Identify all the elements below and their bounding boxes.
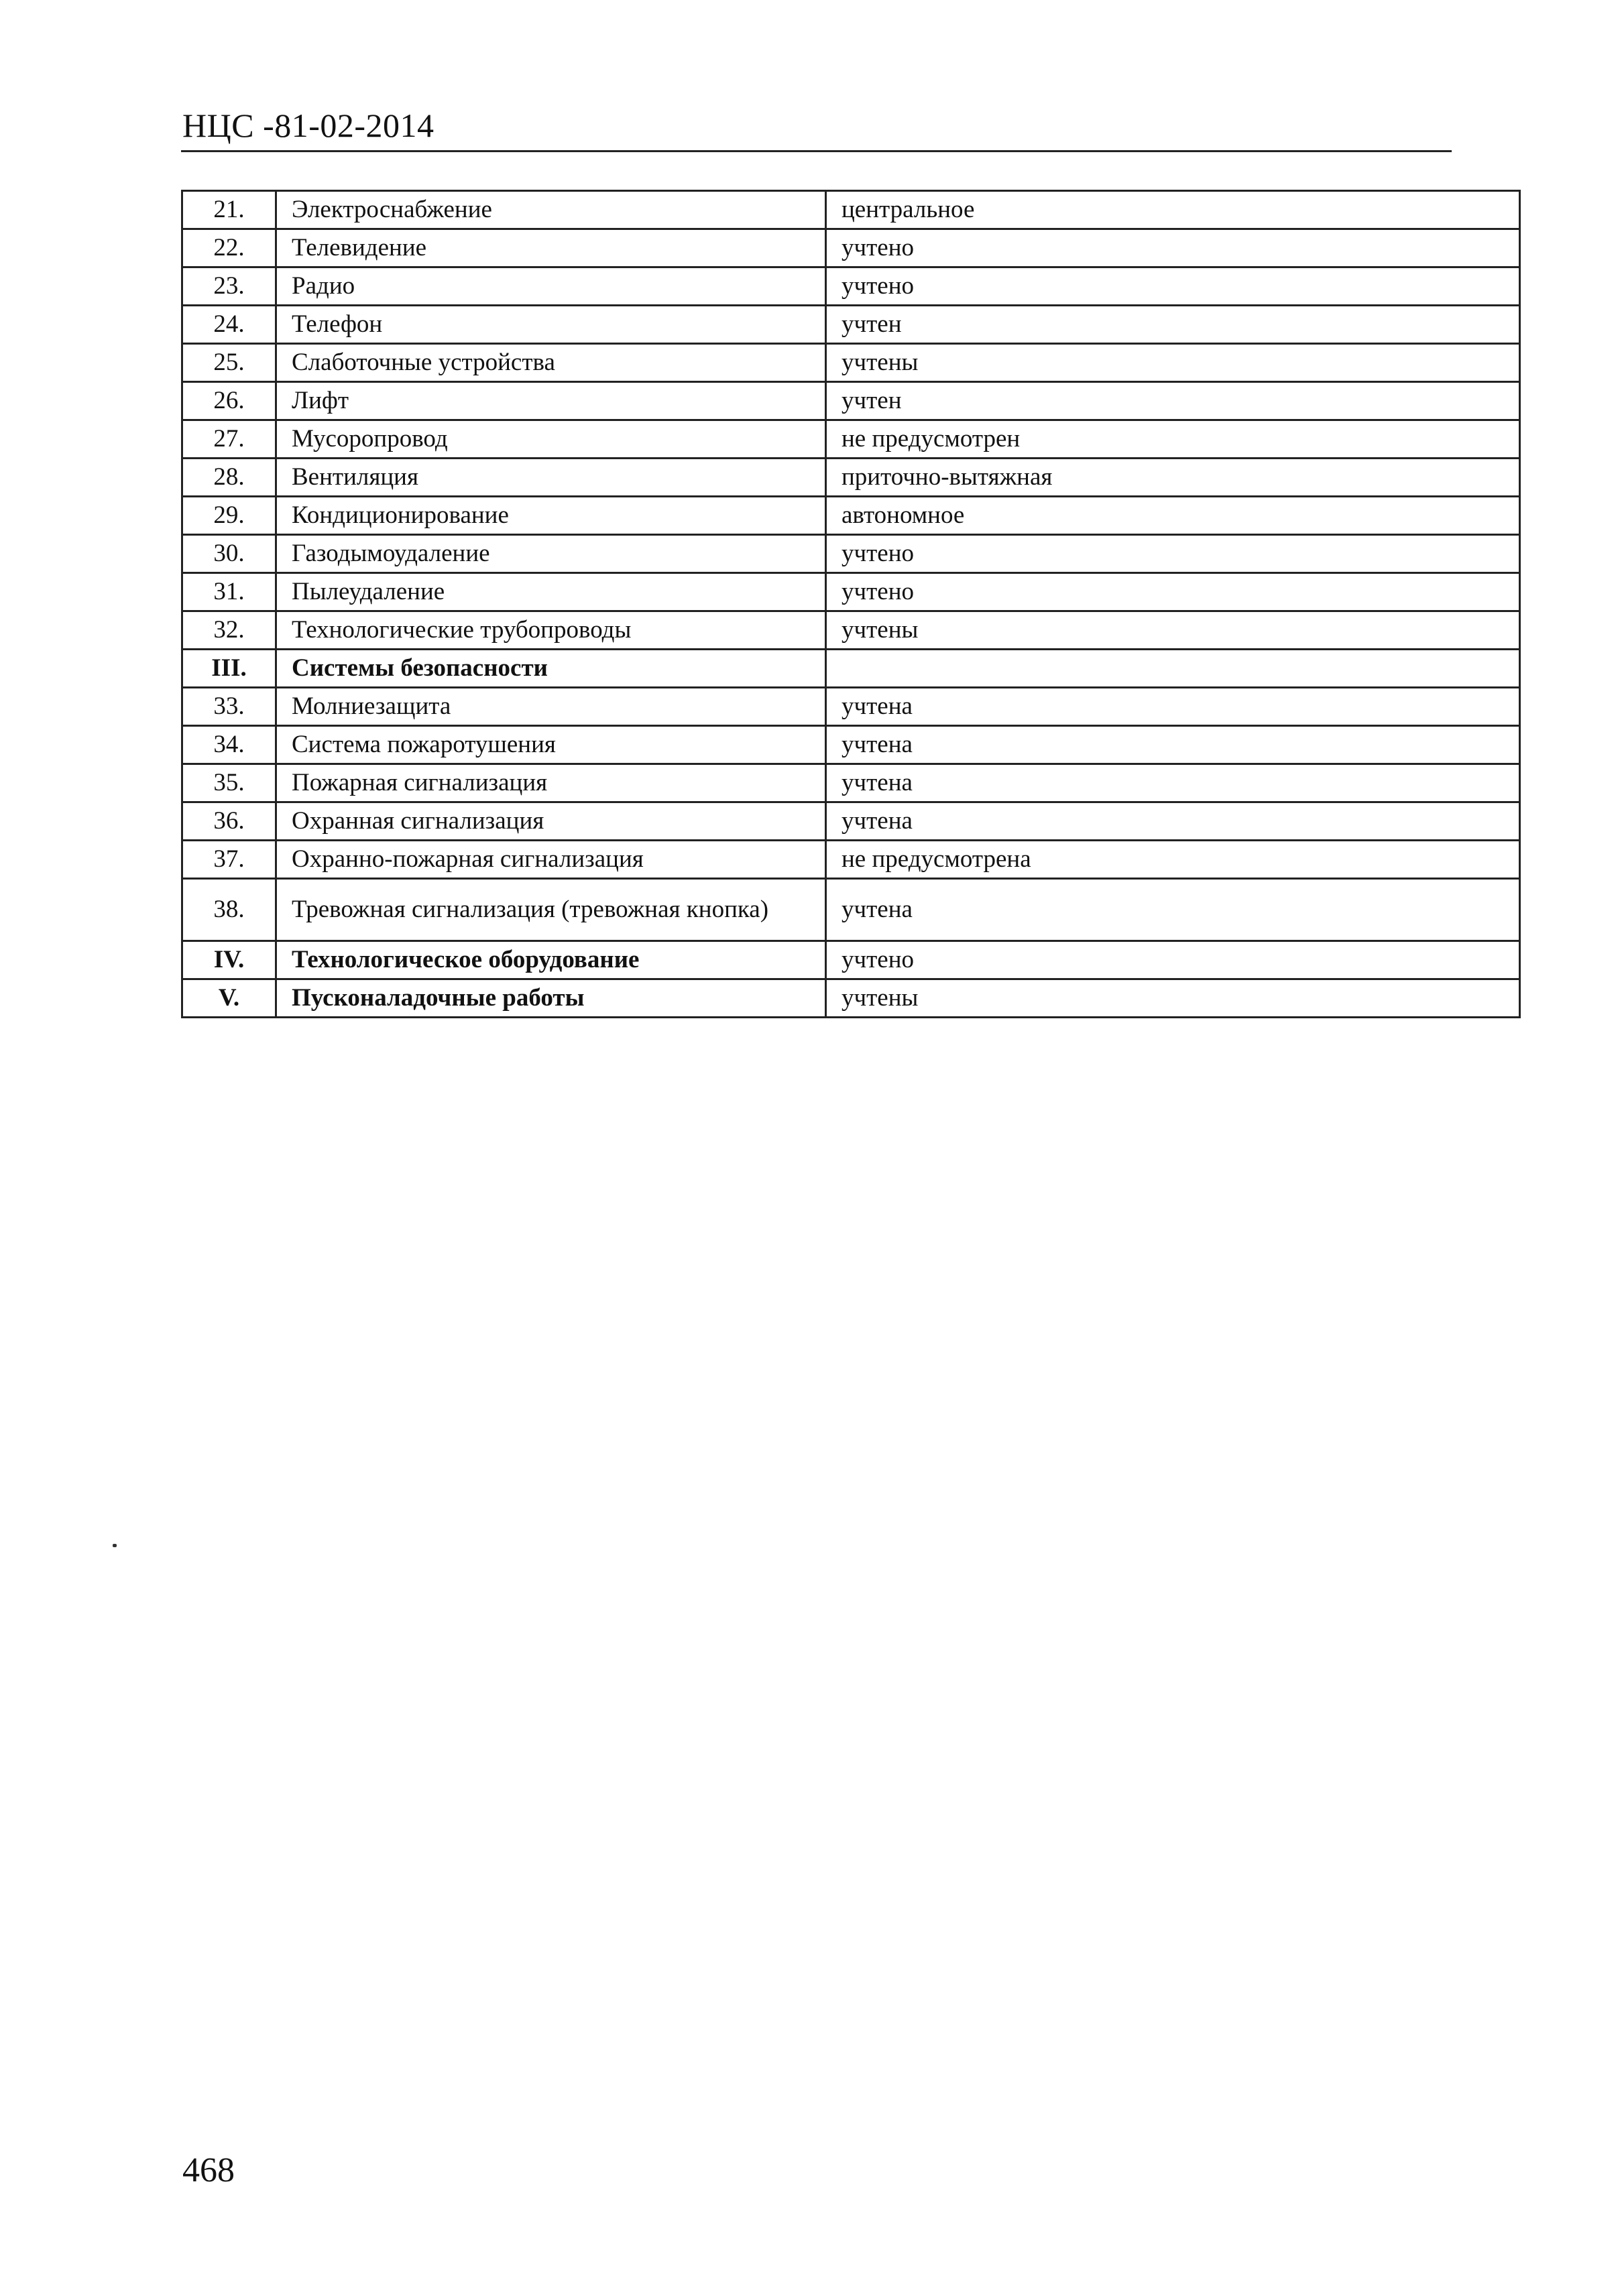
table-row bbox=[182, 535, 1520, 573]
row-name: Газодымоудаление bbox=[276, 535, 826, 573]
section-row bbox=[182, 979, 1520, 1018]
row-number: 29. bbox=[182, 497, 276, 535]
row-value: учтен bbox=[826, 382, 1520, 420]
row-name: Вентиляция bbox=[276, 459, 826, 497]
section-number: III. bbox=[182, 650, 276, 688]
row-number: 26. bbox=[182, 382, 276, 420]
row-name: Лифт bbox=[276, 382, 826, 420]
row-value: приточно-вытяжная bbox=[826, 459, 1520, 497]
page-number: 468 bbox=[182, 2151, 235, 2189]
section-value: учтено bbox=[826, 941, 1520, 979]
row-number: 25. bbox=[182, 344, 276, 382]
row-name: Мусоропровод bbox=[276, 420, 826, 459]
row-name: Тревожная сигнализация (тревожная кнопка) bbox=[276, 879, 826, 941]
row-value: учтено bbox=[826, 267, 1520, 306]
row-value: учтено bbox=[826, 229, 1520, 267]
row-name: Пылеудаление bbox=[276, 573, 826, 611]
row-number: 30. bbox=[182, 535, 276, 573]
table-row bbox=[182, 306, 1520, 344]
row-name: Система пожаротушения bbox=[276, 726, 826, 764]
row-number: 32. bbox=[182, 611, 276, 650]
table-row bbox=[182, 802, 1520, 841]
row-value: автономное bbox=[826, 497, 1520, 535]
row-number: 35. bbox=[182, 764, 276, 802]
section-title: Пусконаладочные работы bbox=[276, 979, 826, 1018]
table-row bbox=[182, 420, 1520, 459]
row-value: учтено bbox=[826, 535, 1520, 573]
row-name: Технологические трубопроводы bbox=[276, 611, 826, 650]
row-value: учтена bbox=[826, 764, 1520, 802]
row-number: 36. bbox=[182, 802, 276, 841]
section-title: Системы безопасности bbox=[276, 650, 826, 688]
row-name: Пожарная сигнализация bbox=[276, 764, 826, 802]
row-name: Электроснабжение bbox=[276, 191, 826, 229]
scan-speck bbox=[113, 1544, 117, 1547]
row-value: учтена bbox=[826, 726, 1520, 764]
table-row bbox=[182, 229, 1520, 267]
row-number: 33. bbox=[182, 688, 276, 726]
section-value bbox=[826, 650, 1520, 688]
row-value: учтены bbox=[826, 611, 1520, 650]
row-value: центральное bbox=[826, 191, 1520, 229]
row-name: Охранная сигнализация bbox=[276, 802, 826, 841]
section-title: Технологическое оборудование bbox=[276, 941, 826, 979]
section-value: учтены bbox=[826, 979, 1520, 1018]
row-number: 37. bbox=[182, 841, 276, 879]
row-name: Телевидение bbox=[276, 229, 826, 267]
row-number: 24. bbox=[182, 306, 276, 344]
table-row bbox=[182, 879, 1520, 941]
table-row bbox=[182, 382, 1520, 420]
specification-table bbox=[181, 190, 1521, 1018]
table-row bbox=[182, 344, 1520, 382]
section-row bbox=[182, 941, 1520, 979]
table-row bbox=[182, 841, 1520, 879]
row-value: не предусмотрена bbox=[826, 841, 1520, 879]
row-name: Телефон bbox=[276, 306, 826, 344]
table-row bbox=[182, 611, 1520, 650]
row-name: Слаботочные устройства bbox=[276, 344, 826, 382]
row-name: Кондиционирование bbox=[276, 497, 826, 535]
row-number: 22. bbox=[182, 229, 276, 267]
row-number: 21. bbox=[182, 191, 276, 229]
row-value: учтена bbox=[826, 688, 1520, 726]
row-number: 31. bbox=[182, 573, 276, 611]
section-number: V. bbox=[182, 979, 276, 1018]
header-divider bbox=[181, 150, 1452, 152]
row-value: учтена bbox=[826, 802, 1520, 841]
row-number: 27. bbox=[182, 420, 276, 459]
section-number: IV. bbox=[182, 941, 276, 979]
row-value: не предусмотрен bbox=[826, 420, 1520, 459]
row-number: 38. bbox=[182, 879, 276, 941]
table-row bbox=[182, 267, 1520, 306]
row-number: 28. bbox=[182, 459, 276, 497]
row-name: Радио bbox=[276, 267, 826, 306]
row-value: учтен bbox=[826, 306, 1520, 344]
table-row bbox=[182, 497, 1520, 535]
table-row bbox=[182, 764, 1520, 802]
section-row bbox=[182, 650, 1520, 688]
table-row bbox=[182, 459, 1520, 497]
table-row bbox=[182, 573, 1520, 611]
row-name: Охранно-пожарная сигнализация bbox=[276, 841, 826, 879]
row-name: Молниезащита bbox=[276, 688, 826, 726]
table-row bbox=[182, 191, 1520, 229]
table-row bbox=[182, 688, 1520, 726]
document-code: НЦС -81-02-2014 bbox=[182, 107, 434, 144]
table-row bbox=[182, 726, 1520, 764]
row-value: учтены bbox=[826, 344, 1520, 382]
row-number: 34. bbox=[182, 726, 276, 764]
row-value: учтена bbox=[826, 879, 1520, 941]
row-number: 23. bbox=[182, 267, 276, 306]
row-value: учтено bbox=[826, 573, 1520, 611]
